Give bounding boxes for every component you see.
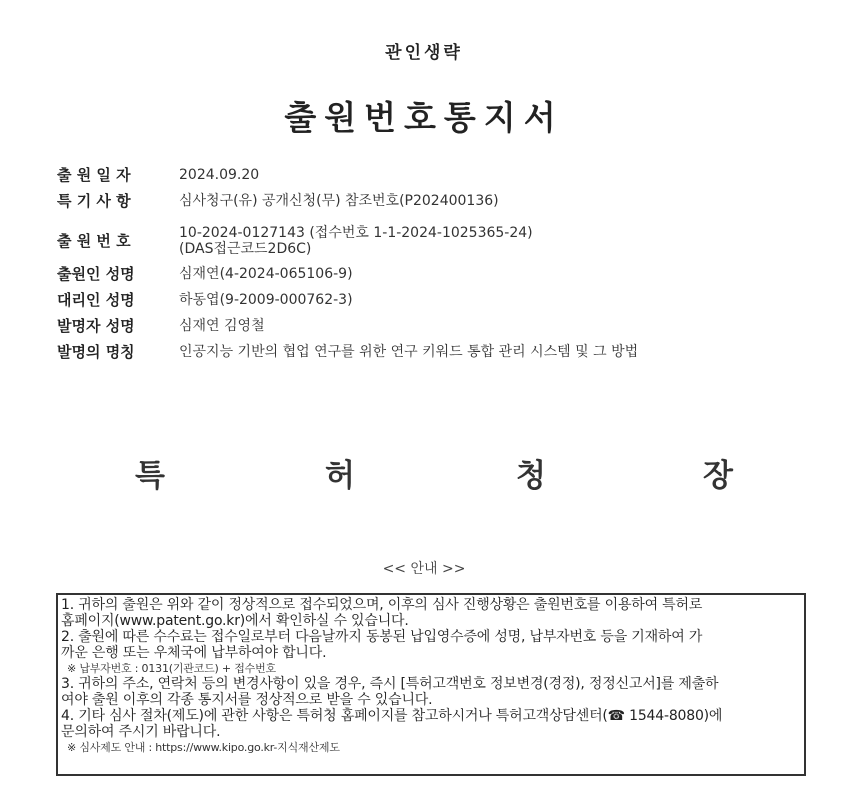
field-special-notes: [57, 190, 817, 218]
field-label: 대리인 성명: [57, 291, 135, 309]
field-application-number: [57, 218, 817, 263]
field-label: 출 원 일 자: [57, 166, 131, 184]
field-value: [165, 225, 817, 257]
field-label: 발명자 성명: [57, 317, 135, 335]
field-value: 하동엽(9-2009-000762-3): [179, 292, 353, 308]
field-value: 심재연 김영철: [179, 318, 265, 334]
guide-item-3: 3. 귀하의 주소, 연락처 등의 변경사항이 있을 경우, 즉시 [특허고객번호 정보변경(경정), 정정신고서]를 제출하: [61, 676, 719, 692]
signature-char: 청: [516, 458, 546, 494]
field-inventor-name: [57, 315, 817, 341]
field-value: 2024.09.20: [179, 167, 260, 183]
guide-item-1-cont: 홈페이지(www.patent.go.kr)에서 확인하실 수 있습니다.: [61, 613, 409, 629]
field-label: 특 기 사 항: [57, 192, 131, 210]
signature-char: 특: [135, 458, 165, 494]
field-value: 심사청구(유) 공개신청(무) 참조번호(P202400136): [179, 193, 499, 209]
guide-item-1: 1. 귀하의 출원은 위와 같이 정상적으로 접수되었으며, 이후의 심사 진행상황은 출원번호를 이용하여 특허로: [61, 597, 703, 613]
guide-item-4: 4. 기타 심사 절차(제도)에 관한 사항은 특허청 홈페이지를 참고하시거나 특허고객상담센터(☎ 1544-8080)에: [61, 708, 723, 724]
das-access-code: (DAS접근코드2D6C): [179, 240, 312, 257]
field-value: 심재연(4-2024-065106-9): [179, 266, 353, 282]
application-number-line: 10-2024-0127143 (접수번호 1-1-2024-1025365-24): [179, 224, 533, 241]
commissioner-signature: [0, 450, 848, 494]
field-label: 출원인 성명: [57, 265, 135, 283]
field-label: 출 원 번 호: [57, 232, 131, 250]
header-note: 관인생략: [385, 43, 463, 63]
signature-char: 허: [325, 458, 355, 494]
application-fields: [57, 164, 817, 367]
field-filing-date: [57, 164, 817, 190]
guide-item-3-cont: 여야 출원 이후의 각종 통지서를 정상적으로 받을 수 있습니다.: [61, 692, 433, 708]
field-value: 인공지능 기반의 협업 연구를 위한 연구 키워드 통합 관리 시스템 및 그 방법: [179, 344, 639, 360]
guide-note-payer-number: ※ 납부자번호 : 0131(기관코드) + 접수번호: [67, 662, 276, 675]
guide-item-4-cont: 문의하여 주시기 바랍니다.: [61, 724, 221, 740]
field-invention-title: [57, 341, 817, 367]
field-label: 발명의 명칭: [57, 343, 135, 361]
guide-item-2: 2. 출원에 따른 수수료는 접수일로부터 다음날까지 동봉된 납입영수증에 성명, 납부자번호 등을 기재하여 가: [61, 629, 703, 645]
guide-note-examination-info: ※ 심사제도 안내 : https://www.kipo.go.kr-지식재산제도: [67, 741, 340, 754]
field-applicant-name: [57, 263, 817, 289]
guide-box: [56, 593, 806, 776]
document-title: 출원번호통지서: [284, 98, 564, 137]
guide-title: << 안내 >>: [382, 561, 466, 577]
guide-item-2-cont: 까운 은행 또는 우체국에 납부하여야 합니다.: [61, 645, 327, 661]
signature-char: 장: [703, 458, 733, 494]
field-agent-name: [57, 289, 817, 315]
